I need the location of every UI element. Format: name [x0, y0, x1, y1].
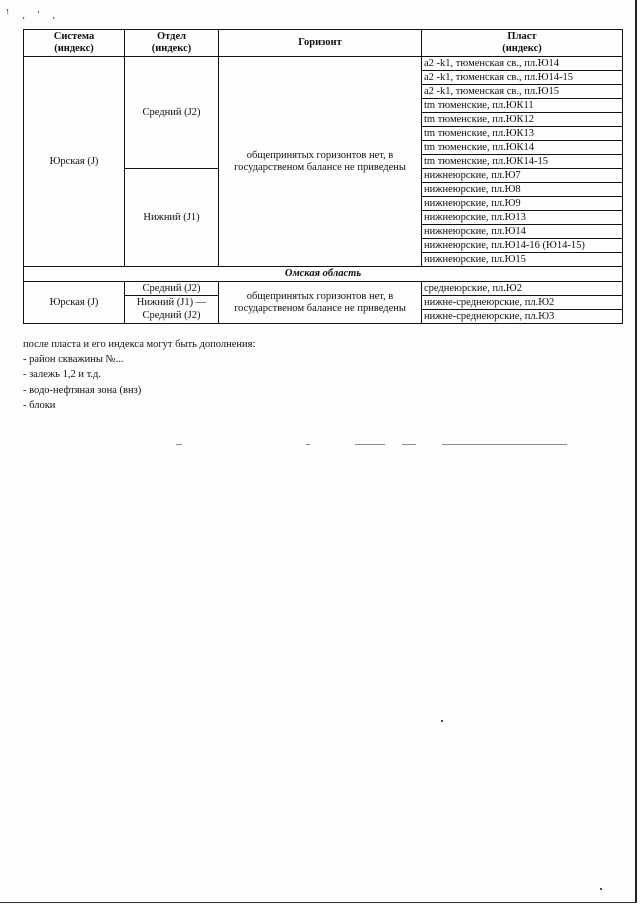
- notes-intro: после пласта и его индекса могут быть дополнения:: [23, 339, 256, 350]
- block2-dept-middle: Средний (J2): [125, 282, 219, 296]
- notes-item: - залежь 1,2 и т.д.: [23, 369, 101, 381]
- block2-dept-lower: Нижний (J1) —: [136, 296, 207, 308]
- block1-system: Юрская (J): [24, 57, 125, 267]
- layer-cell: нижне-среднеюрские, пл.Ю2: [422, 296, 623, 310]
- scan-artifact: [442, 444, 567, 445]
- header-system-label: Система: [53, 31, 95, 43]
- scan-artifact: [355, 444, 385, 445]
- notes-item: - район скважины №...: [23, 354, 124, 366]
- header-layer: [422, 30, 623, 57]
- header-system-sub: (индекс): [54, 43, 94, 54]
- layer-cell: нижнеюрские, пл.Ю8: [422, 183, 623, 197]
- notes-block: [23, 337, 255, 413]
- scan-artifact: [306, 444, 310, 445]
- strata-table: [23, 29, 623, 324]
- table-row: [24, 282, 623, 296]
- block2-dept-lower-middle: [125, 296, 219, 324]
- layer-cell: tm тюменские, пл.ЮК11: [422, 99, 623, 113]
- layer-cell: tm тюменские, пл.ЮК13: [422, 127, 623, 141]
- block2-system: Юрская (J): [24, 282, 125, 324]
- layer-cell: a2 -k1, тюменская св., пл.Ю14: [422, 57, 623, 71]
- layer-cell: tm тюменские, пл.ЮК14-15: [422, 155, 623, 169]
- layer-cell: нижнеюрские, пл.Ю13: [422, 211, 623, 225]
- table-header-row: [24, 30, 623, 57]
- region-label: Омская область: [24, 267, 623, 282]
- header-dept-sub: (индекс): [151, 43, 192, 54]
- header-dept: [125, 30, 219, 57]
- scan-corner-marks: ꜝ ‚ ' ‚: [6, 10, 61, 21]
- header-system: [24, 30, 125, 57]
- block1-horizon: общепринятых горизонтов нет, в государственом балансе не приведены: [219, 57, 422, 267]
- table-row: [24, 57, 623, 71]
- layer-cell: нижнеюрские, пл.Ю14-16 (Ю14-15): [422, 239, 623, 253]
- layer-cell: нижнеюрские, пл.Ю14: [422, 225, 623, 239]
- header-layer-sub: (индекс): [502, 43, 542, 54]
- header-dept-label: Отдел: [156, 31, 187, 43]
- layer-cell: tm тюменские, пл.ЮК14: [422, 141, 623, 155]
- header-horizon: Горизонт: [219, 30, 422, 57]
- notes-item: - водо-нефтяная зона (внз): [23, 384, 142, 396]
- block2-dept-middle-2: Средний (J2): [142, 309, 201, 321]
- layer-cell: среднеюрские, пл.Ю2: [422, 282, 623, 296]
- scan-artifact: [441, 720, 443, 722]
- scan-artifact: [600, 888, 602, 890]
- layer-cell: нижнеюрские, пл.Ю9: [422, 197, 623, 211]
- scan-artifact: [176, 444, 182, 445]
- layer-cell: нижнеюрские, пл.Ю15: [422, 253, 623, 267]
- notes-item: - блоки: [23, 399, 56, 411]
- layer-cell: a2 -k1, тюменская св., пл.Ю14-15: [422, 71, 623, 85]
- layer-cell: tm тюменские, пл.ЮК12: [422, 113, 623, 127]
- layer-cell: нижне-среднеюрские, пл.Ю3: [422, 310, 623, 324]
- block1-dept-middle: Средний (J2): [125, 57, 219, 169]
- header-layer-label: Пласт: [507, 31, 537, 43]
- block2-horizon: общепринятых горизонтов нет, в государственом балансе не приведены: [219, 282, 422, 324]
- scan-artifact: [402, 444, 416, 445]
- region-row: [24, 267, 623, 282]
- block1-dept-lower: Нижний (J1): [125, 169, 219, 267]
- layer-cell: нижнеюрские, пл.Ю7: [422, 169, 623, 183]
- layer-cell: a2 -k1, тюменская св., пл.Ю15: [422, 85, 623, 99]
